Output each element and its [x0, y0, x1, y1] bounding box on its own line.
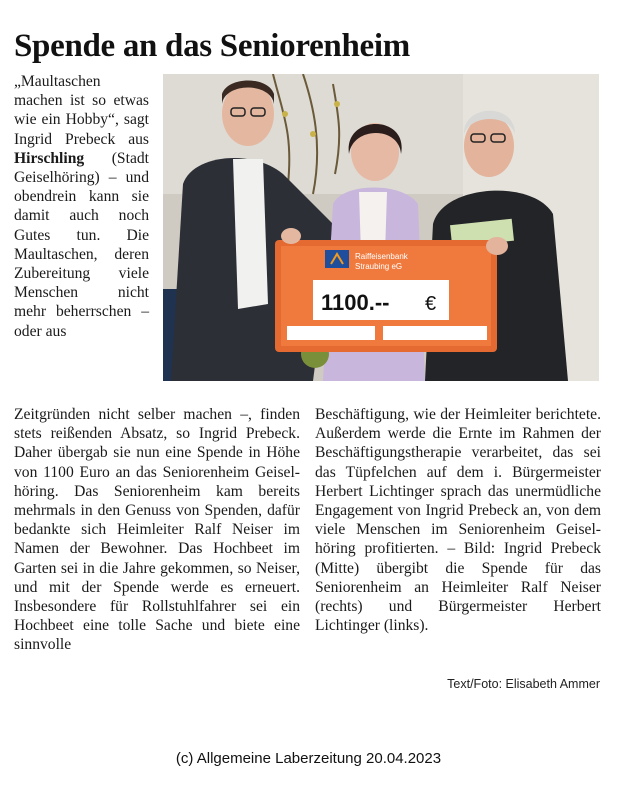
intro-column: [14, 72, 149, 341]
hand-left: [281, 228, 301, 244]
intro-place-bold: Hirschling: [14, 149, 85, 167]
body-left-paragraph: Zeitgründen nicht selber machen –, finden stets reißenden Absatz, so Ingrid Prebeck. Daher übergab sie nun eine Spende in Höhe von 1100 Euro an das Seniorenheim Geiselhöring. Das Seniorenheim kam bereits mehrmals in den Genuss von Spenden, dafür bedankte sich Heimleiter Ralf Neiser im Namen der Bewohner. Das Hochbeet im Garten sei in die Jahre gekommen, so Neiser, und mit der Spende werde es erneuert. Insbesondere für Rollstuhlfahrer sei ein Hochbeet eine tolle Sache und biete eine sinnvolle: [14, 406, 300, 654]
cheque-field-right: [383, 326, 487, 340]
donation-cheque: [275, 240, 497, 352]
photo-illustration: [163, 74, 599, 381]
intro-paragraph: [14, 72, 149, 341]
cheque-field-left: [287, 326, 375, 340]
person-left-shirt: [233, 159, 268, 309]
bank-name-line2: Straubing eG: [355, 262, 403, 271]
blossom-dot: [310, 131, 316, 137]
currency-symbol: €: [425, 293, 437, 315]
cheque-amount: 1100.--: [321, 290, 390, 315]
blossom-dot: [282, 111, 288, 117]
bank-name-line1: Raiffeisenbank: [355, 252, 408, 261]
body-column-left: [14, 405, 300, 655]
copyright-footer: (c) Allgemeine Laberzeitung 20.04.2023: [175, 750, 442, 767]
hand-right: [486, 237, 508, 255]
body-column-right: [315, 405, 601, 635]
blossom-dot: [334, 101, 340, 107]
intro-text-start: „Maultaschen machen ist so etwas wie ein Hobby“, sagt Ingrid Prebeck aus: [14, 73, 149, 148]
intro-text-end: (Stadt Geiselhöring) – und obendrein kann sie damit auch noch Gutes tun. Die Maultaschen, deren Zubereitung viele Menschen nicht mehr beherrschen – oder aus: [14, 149, 149, 340]
article-headline: Spende an das Seniorenheim: [14, 28, 410, 64]
article-photo: [163, 74, 599, 381]
body-right-paragraph: Beschäftigung, wie der Heimleiter berichtete. Außerdem werde die Ernte im Rahmen der Beschäftigungstherapie verarbeitet, das sei das Tüpfelchen auf dem i. Bürgermeister Herbert Lichtinger sprach das unermüdliche Engagement von Ingrid Prebeck an, von dem viele Menschen im Seniorenheim Geiselhöring profitierten. – Bild: Ingrid Prebeck (Mitte) übergibt die Spende für das Seniorenheim an Heimleiter Ralf Neiser (rechts) und Bürgermeister Herbert Lichtinger (links).: [315, 406, 601, 635]
photo-credit: Text/Foto: Elisabeth Ammer: [447, 677, 600, 691]
